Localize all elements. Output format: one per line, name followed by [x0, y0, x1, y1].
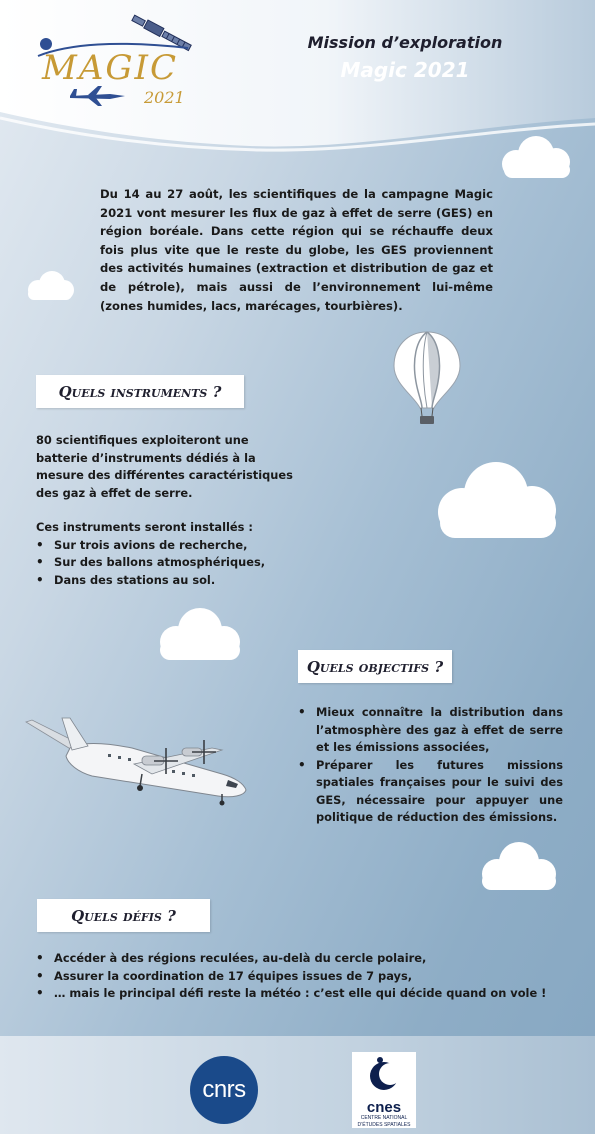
mission-name: Magic 2021 [340, 58, 470, 82]
objectifs-heading: Quels objectifs ? [298, 650, 452, 683]
logo-word: MAGIC [42, 48, 178, 88]
list-item: • Dans des stations au sol. [36, 572, 296, 590]
cnes-label: cnes [366, 1099, 402, 1116]
airplane-icon [70, 86, 125, 106]
cloud-icon [22, 268, 78, 304]
instruments-list [36, 537, 296, 590]
logo-year: 2021 [144, 88, 185, 107]
list-item: • Sur des ballons atmosphériques, [36, 554, 296, 572]
objectifs-body [298, 704, 563, 827]
cloud-icon [150, 606, 248, 664]
cnes-subtitle-1: CENTRE NATIONAL [360, 1115, 408, 1121]
list-item: • Sur trois avions de recherche, [36, 537, 296, 555]
cloud-icon [428, 458, 566, 544]
cnes-subtitle-2: D’ÉTUDES SPATIALES [357, 1122, 411, 1128]
cnrs-label: cnrs [202, 1076, 246, 1103]
defis-heading: Quels défis ? [37, 899, 210, 932]
research-aircraft-icon [22, 708, 254, 806]
footer [0, 1036, 595, 1134]
list-item: • Accéder à des régions reculées, au-delà du cercle polaire, [36, 950, 581, 968]
defis-body [36, 950, 581, 1003]
intro-paragraph: Du 14 au 27 août, les scientifiques de la campagne Magic 2021 vont mesurer les flux de gaz à effet de serre (GES) en région boréale. Dans cette région qui se réchauffe deux fois plus vite que le reste du globe, les GES proviennent des activités humaines (extraction et distribution de gaz et de pétrole), mais aussi de l’environnement lui-même (zones humides, lacs, marécages, tourbières). [100, 187, 493, 313]
cnes-emblem [352, 1052, 416, 1096]
cloud-icon [473, 840, 563, 894]
list-item: • … mais le principal défi reste la météo : c’est elle qui décide quand on vole ! [36, 985, 581, 1003]
list-item: • Préparer les futures missions spatiales françaises pour le suivi des GES, nécessaire pour appuyer une politique de réduction des émissions. [298, 757, 563, 827]
list-item: • Assurer la coordination de 17 équipes issues de 7 pays, [36, 968, 581, 986]
hot-air-balloon-icon [392, 330, 462, 426]
instruments-body [36, 432, 296, 589]
magic-logo [28, 14, 218, 114]
cnrs-logo [190, 1056, 258, 1124]
cnes-logo [352, 1052, 416, 1128]
mission-title: Mission d’exploration [307, 33, 503, 52]
cloud-icon [494, 132, 578, 182]
instruments-paragraph: 80 scientifiques exploiteront une batterie d’instruments dédiés à la mesure des différentes caractéristiques des gaz à effet de serre. [36, 433, 293, 500]
defis-list [36, 950, 581, 1003]
objectifs-list [298, 704, 563, 827]
instruments-list-intro: Ces instruments seront installés : [36, 520, 253, 534]
instruments-heading: Quels instruments ? [36, 375, 244, 408]
list-item: • Mieux connaître la distribution dans l’atmosphère des gaz à effet de serre et les émissions associées, [298, 704, 563, 757]
